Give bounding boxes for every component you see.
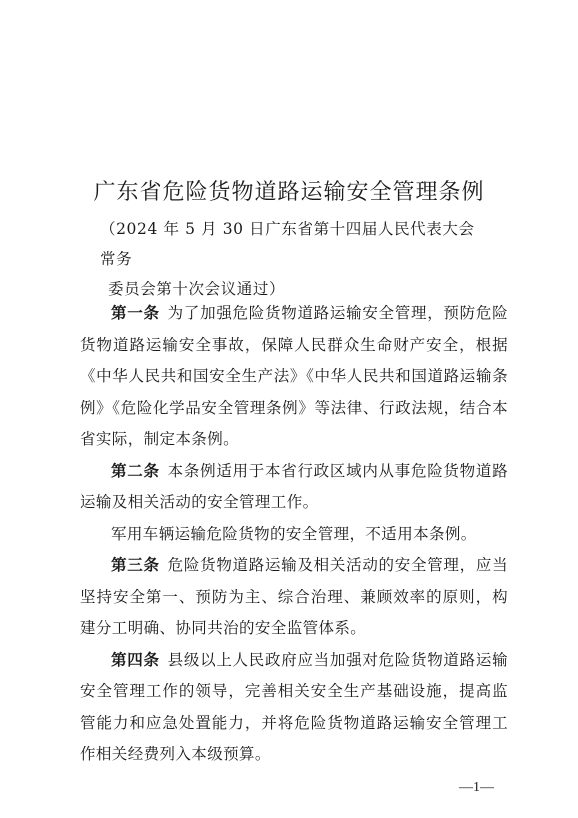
- article-1: [80, 298, 508, 456]
- article-3-text: 危险货物道路运输及相关活动的安全管理，应当坚持安全第一、预防为主、综合治理、兼顾效率的原则，构建分工明确、协同共治的安全监管体系。: [80, 556, 508, 637]
- document-body: [80, 298, 508, 771]
- adoption-note-line-1: （2024 年 5 月 30 日广东省第十四届人民代表大会常务: [100, 220, 475, 268]
- article-4: [80, 645, 508, 771]
- article-3-label: 第三条: [111, 556, 160, 574]
- article-3: [80, 550, 508, 645]
- document-title: 广东省危险货物道路运输安全管理条例: [93, 179, 485, 205]
- article-2-label: 第二条: [111, 461, 160, 480]
- article-2: [80, 456, 508, 519]
- page-number: —1—: [459, 780, 494, 795]
- article-1-label: 第一条: [111, 304, 160, 322]
- article-2-text: 本条例适用于本省行政区域内从事危险货物道路运输及相关活动的安全管理工作。: [80, 461, 508, 511]
- article-2-paragraph-2: 军用车辆运输危险货物的安全管理，不适用本条例。: [111, 524, 477, 543]
- article-4-label: 第四条: [111, 650, 160, 669]
- adoption-note: [100, 214, 488, 304]
- article-1-text: 为了加强危险货物道路运输安全管理，预防危险货物道路运输安全事故，保障人民群众生命财产安全，根据《中华人民共和国安全生产法》《中华人民共和国道路运输条例》《危险化学品安全管理条例》等法律、行政法规，结合本省实际，制定本条例。: [80, 304, 508, 448]
- article-4-text: 县级以上人民政府应当加强对危险货物道路运输安全管理工作的领导，完善相关安全生产基础设施，提高监管能力和应急处置能力，并将危险货物道路运输安全管理工作相关经费列入本级预算。: [80, 650, 508, 763]
- adoption-note-line-2: 委员会第十次会议通过）: [108, 280, 286, 298]
